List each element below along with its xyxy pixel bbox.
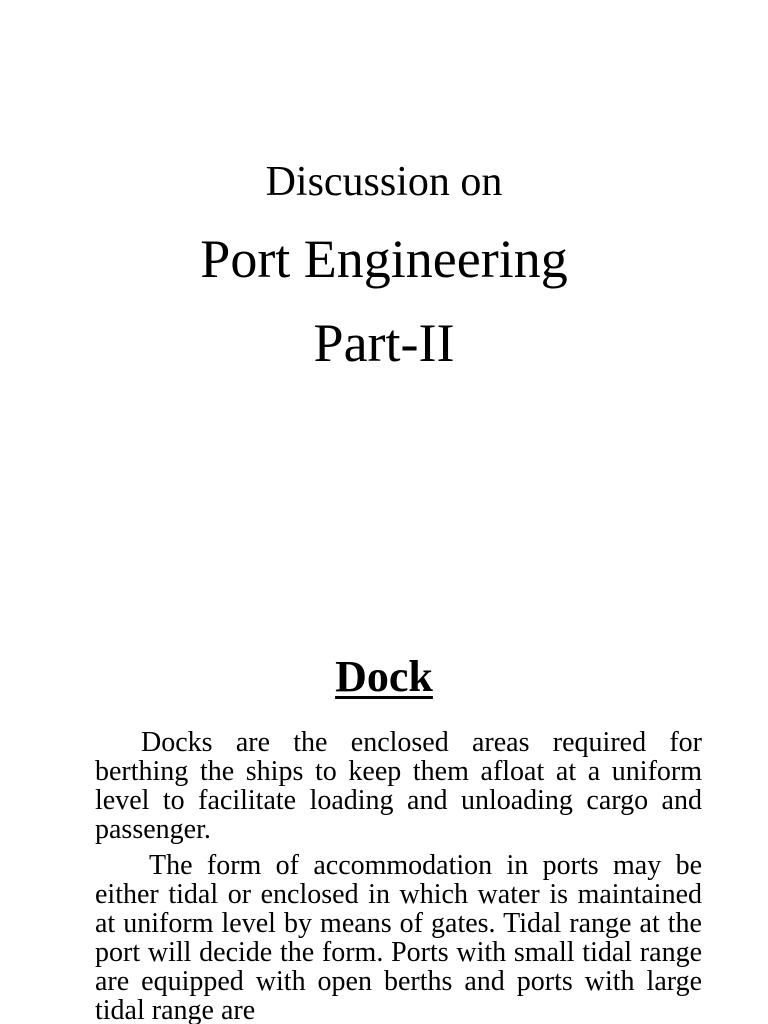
document-subtitle: Discussion on [265,159,503,205]
body-paragraph-1: Docks are the enclosed areas required for berthing the ships to keep them afloat at a uniform level to facilitate loading and unloading cargo and passenger. [95,727,702,845]
body-paragraph-2: The form of accommodation in ports may be either tidal or enclosed in which water is maintained at uniform level by means of gates. Tidal range at the port will decide the form. Ports with small tidal range are equipped with open berths and ports with large tidal range are [95,850,702,1024]
document-title: Port Engineering [200,229,568,289]
document-part: Part-II [313,313,455,373]
section-body [95,728,702,1024]
section-heading-dock: Dock [335,652,433,701]
